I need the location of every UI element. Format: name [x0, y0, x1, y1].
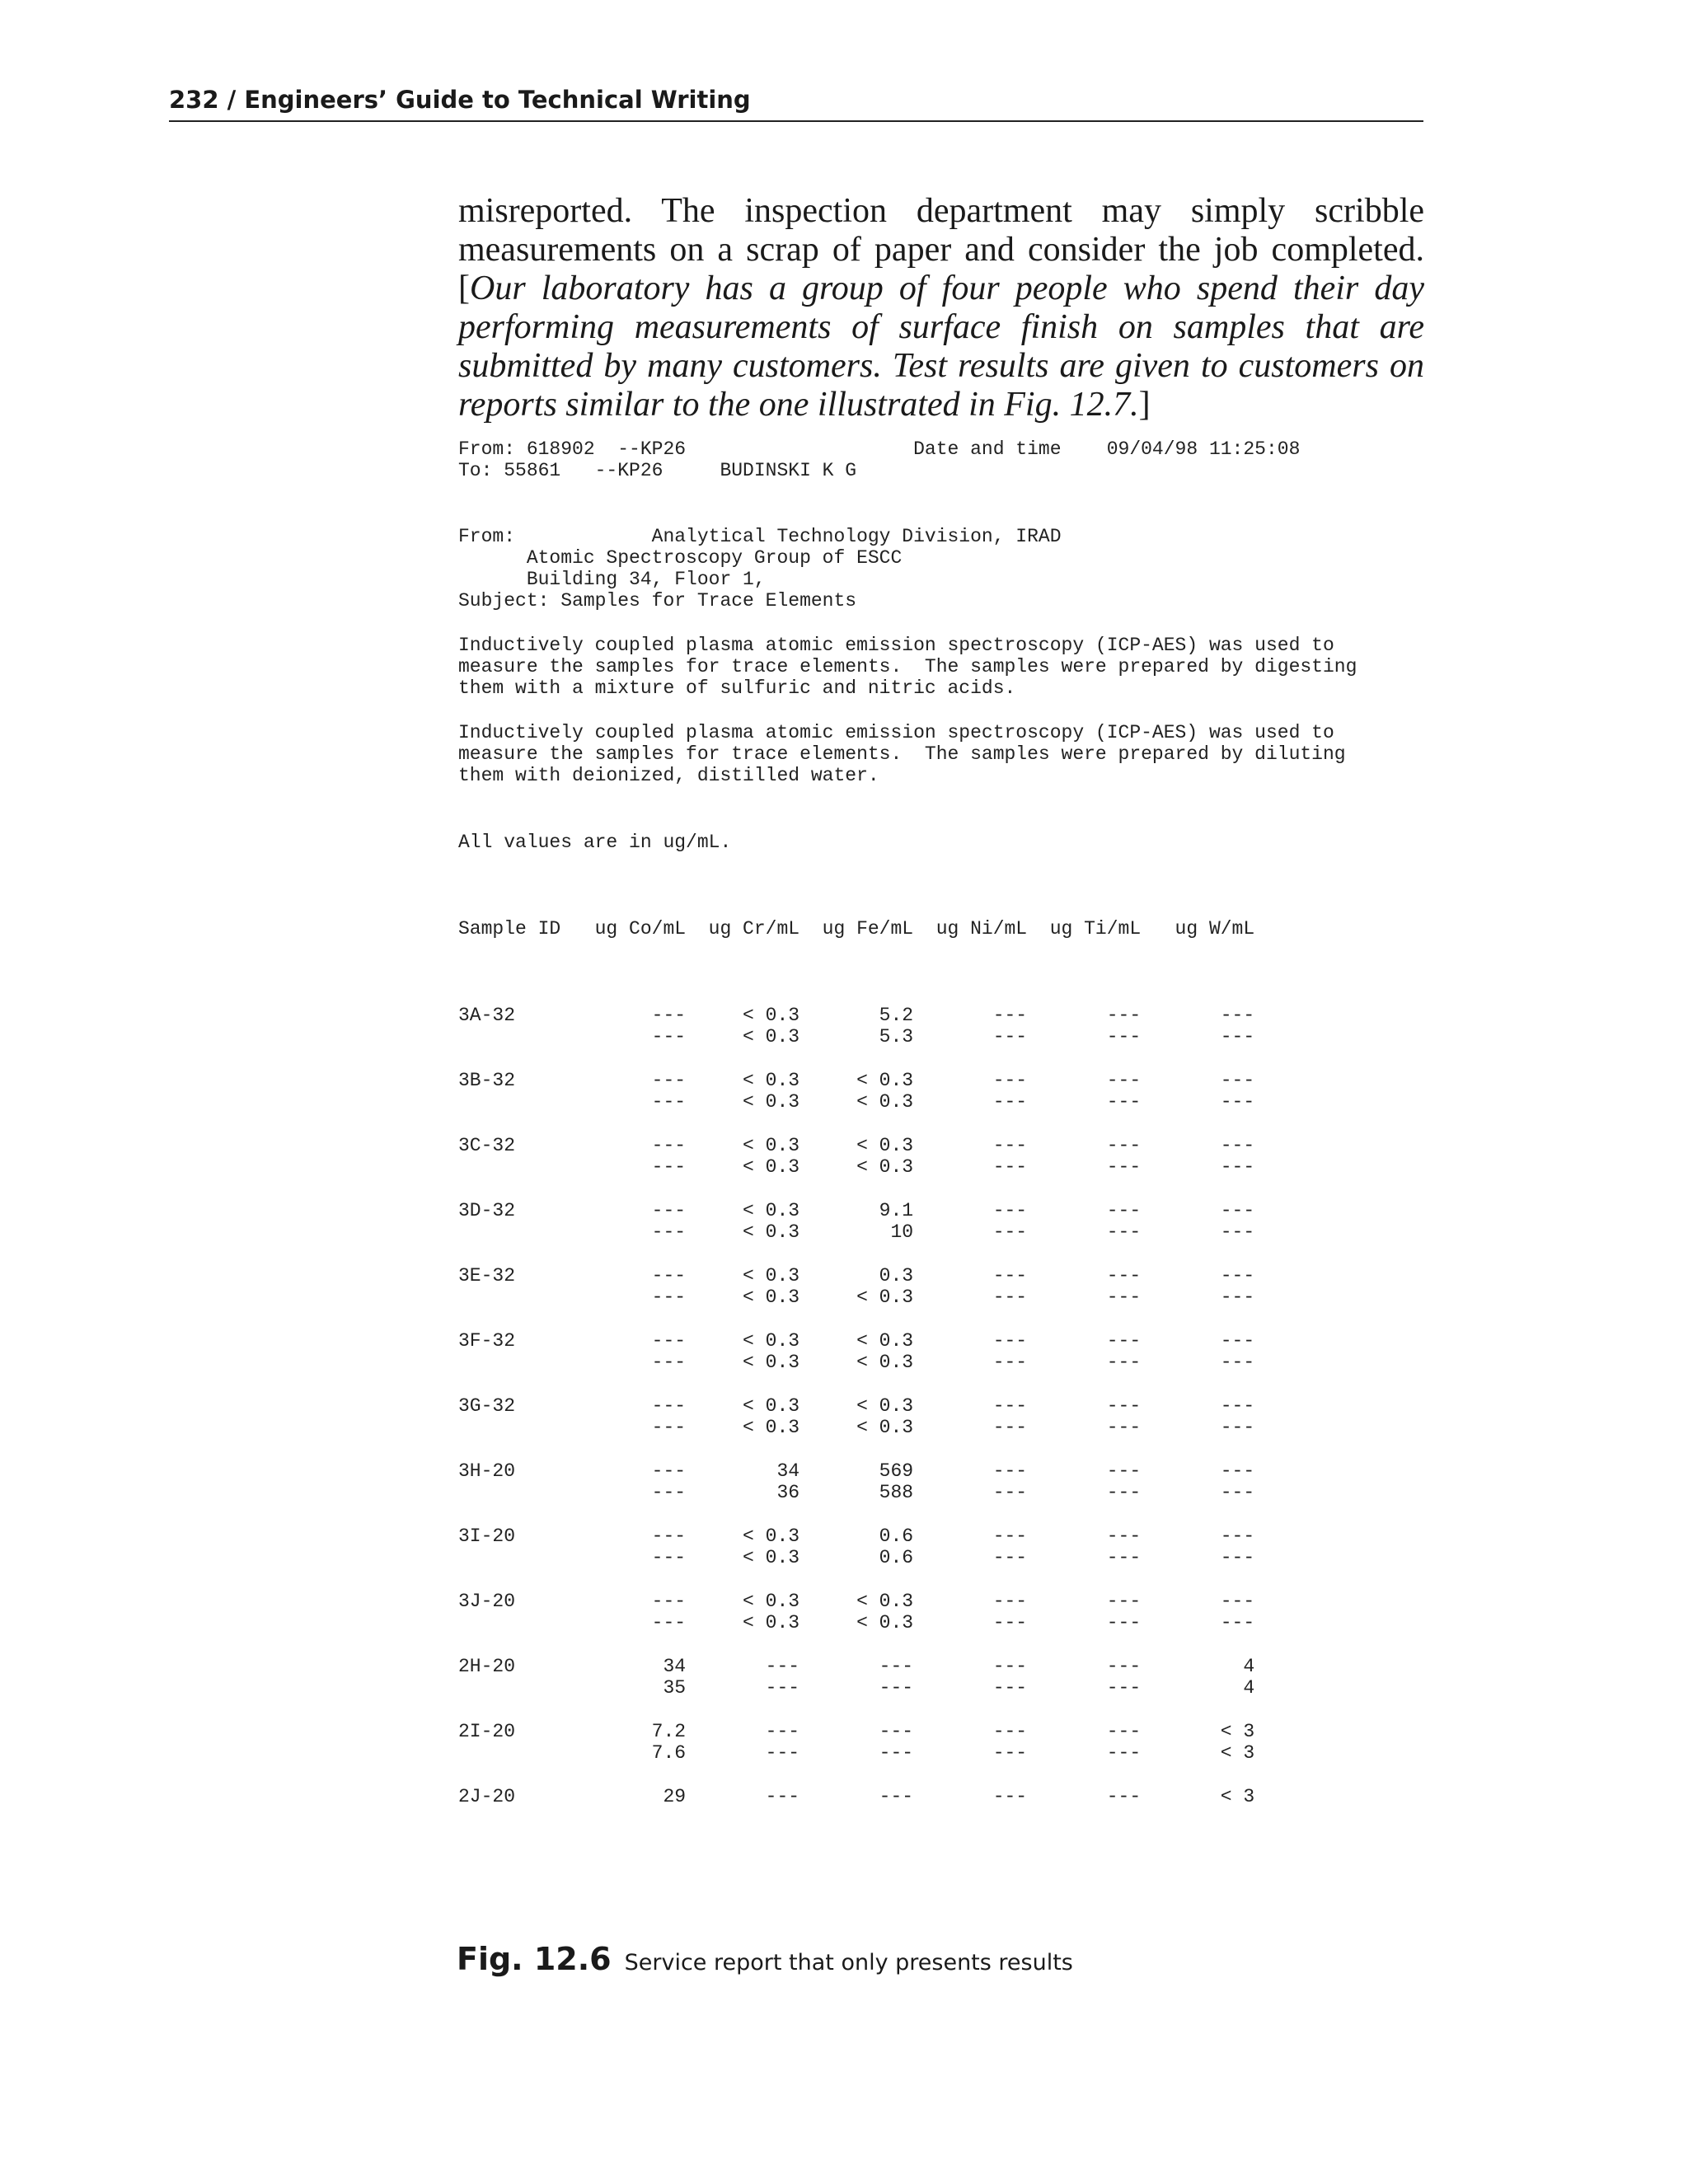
table-row: --- < 0.3 < 0.3 --- --- --- — [458, 1612, 1255, 1633]
report-to-line: To: 55861 --KP26 BUDINSKI K G — [458, 460, 857, 481]
figure-caption-text: Service report that only presents results — [624, 1950, 1073, 1975]
report-paragraph-line: Inductively coupled plasma atomic emission spectroscopy (ICP-AES) was used to — [458, 635, 1334, 656]
report-group-line: Atomic Spectroscopy Group of ESCC — [458, 547, 903, 569]
units-note: All values are in ug/mL. — [458, 832, 732, 853]
figure-label: Fig. 12.6 — [457, 1941, 612, 1977]
table-row: 3G-32 --- < 0.3 < 0.3 --- --- --- — [458, 1395, 1255, 1417]
report-header-block — [458, 438, 1300, 481]
report-paragraph-line: them with deionized, distilled water. — [458, 765, 879, 786]
table-row: --- < 0.3 < 0.3 --- --- --- — [458, 1417, 1255, 1438]
group-spacer — [458, 1047, 1254, 1070]
table-row: --- < 0.3 < 0.3 --- --- --- — [458, 1156, 1255, 1178]
report-subject-line: Subject: Samples for Trace Elements — [458, 590, 857, 612]
table-row: 3D-32 --- < 0.3 9.1 --- --- --- — [458, 1200, 1255, 1221]
group-spacer — [458, 1568, 1254, 1591]
group-spacer — [458, 1438, 1254, 1460]
table-row: --- < 0.3 < 0.3 --- --- --- — [458, 1091, 1255, 1113]
table-row: 3B-32 --- < 0.3 < 0.3 --- --- --- — [458, 1070, 1255, 1091]
group-spacer — [458, 1373, 1254, 1395]
report-division-line: From: Analytical Technology Division, IRAD — [458, 526, 1062, 547]
group-spacer — [458, 1243, 1254, 1265]
table-row: 3A-32 --- < 0.3 5.2 --- --- --- — [458, 1005, 1255, 1026]
report-from-block — [458, 526, 1062, 612]
group-spacer — [458, 1503, 1254, 1526]
group-spacer — [458, 1699, 1254, 1721]
table-body — [458, 982, 1254, 1807]
table-row: 2H-20 34 --- --- --- --- 4 — [458, 1656, 1255, 1677]
running-head: 232 / Engineers’ Guide to Technical Writing — [169, 82, 1423, 122]
table-row: --- < 0.3 0.6 --- --- --- — [458, 1547, 1255, 1568]
body-text-italic: Our laboratory has a group of four people who spend their day performing measurements of surface finish on samples that are submitted by many customers. Test results are given to customers on reports similar to the one illustrated in Fig. 12.7. — [458, 269, 1424, 424]
report-paragraph-digestion — [458, 635, 1357, 699]
table-row: 3E-32 --- < 0.3 0.3 --- --- --- — [458, 1265, 1255, 1286]
table-row: 3J-20 --- < 0.3 < 0.3 --- --- --- — [458, 1591, 1255, 1612]
table-row: 2I-20 7.2 --- --- --- --- < 3 — [458, 1721, 1255, 1742]
report-paragraph-line: measure the samples for trace elements. The samples were prepared by digesting — [458, 656, 1357, 677]
table-row: 2J-20 29 --- --- --- --- < 3 — [458, 1786, 1255, 1807]
report-paragraph-dilution — [458, 722, 1346, 786]
table-row: --- < 0.3 < 0.3 --- --- --- — [458, 1286, 1255, 1308]
table-row: 3F-32 --- < 0.3 < 0.3 --- --- --- — [458, 1330, 1255, 1352]
body-paragraph — [458, 192, 1424, 424]
table-header-row: Sample ID ug Co/mL ug Cr/mL ug Fe/mL ug Ni/mL ug Ti/mL ug W/mL — [458, 918, 1255, 940]
table-row: --- < 0.3 < 0.3 --- --- --- — [458, 1352, 1255, 1373]
table-row: 35 --- --- --- --- 4 — [458, 1677, 1255, 1699]
report-building-line: Building 34, Floor 1, — [458, 569, 766, 590]
table-row: 3I-20 --- < 0.3 0.6 --- --- --- — [458, 1526, 1255, 1547]
group-spacer — [458, 1308, 1254, 1330]
group-spacer — [458, 1633, 1254, 1656]
group-spacer — [458, 1113, 1254, 1135]
body-text-plain: misreported. The inspection department may simply scribble measurements on a scrap of paper and consider the job completed. [ — [458, 192, 1424, 307]
table-row: 3C-32 --- < 0.3 < 0.3 --- --- --- — [458, 1135, 1255, 1156]
report-paragraph-line: them with a mixture of sulfuric and nitric acids. — [458, 677, 1016, 699]
report-from-line: From: 618902 --KP26 Date and time 09/04/98 11:25:08 — [458, 438, 1301, 460]
report-paragraph-line: Inductively coupled plasma atomic emission spectroscopy (ICP-AES) was used to — [458, 722, 1334, 743]
group-spacer — [458, 1178, 1254, 1200]
table-row: --- 36 588 --- --- --- — [458, 1482, 1255, 1503]
report-paragraph-line: measure the samples for trace elements. The samples were prepared by diluting — [458, 743, 1346, 765]
table-row: 3H-20 --- 34 569 --- --- --- — [458, 1460, 1255, 1482]
table-row: 7.6 --- --- --- --- < 3 — [458, 1742, 1255, 1764]
group-spacer — [458, 982, 1254, 1005]
figure-caption — [457, 1941, 1073, 1977]
results-table — [458, 875, 1254, 1829]
table-row: --- < 0.3 5.3 --- --- --- — [458, 1026, 1255, 1047]
table-row: --- < 0.3 10 --- --- --- — [458, 1221, 1255, 1243]
group-spacer — [458, 1764, 1254, 1786]
body-text-close: ] — [1138, 386, 1151, 424]
